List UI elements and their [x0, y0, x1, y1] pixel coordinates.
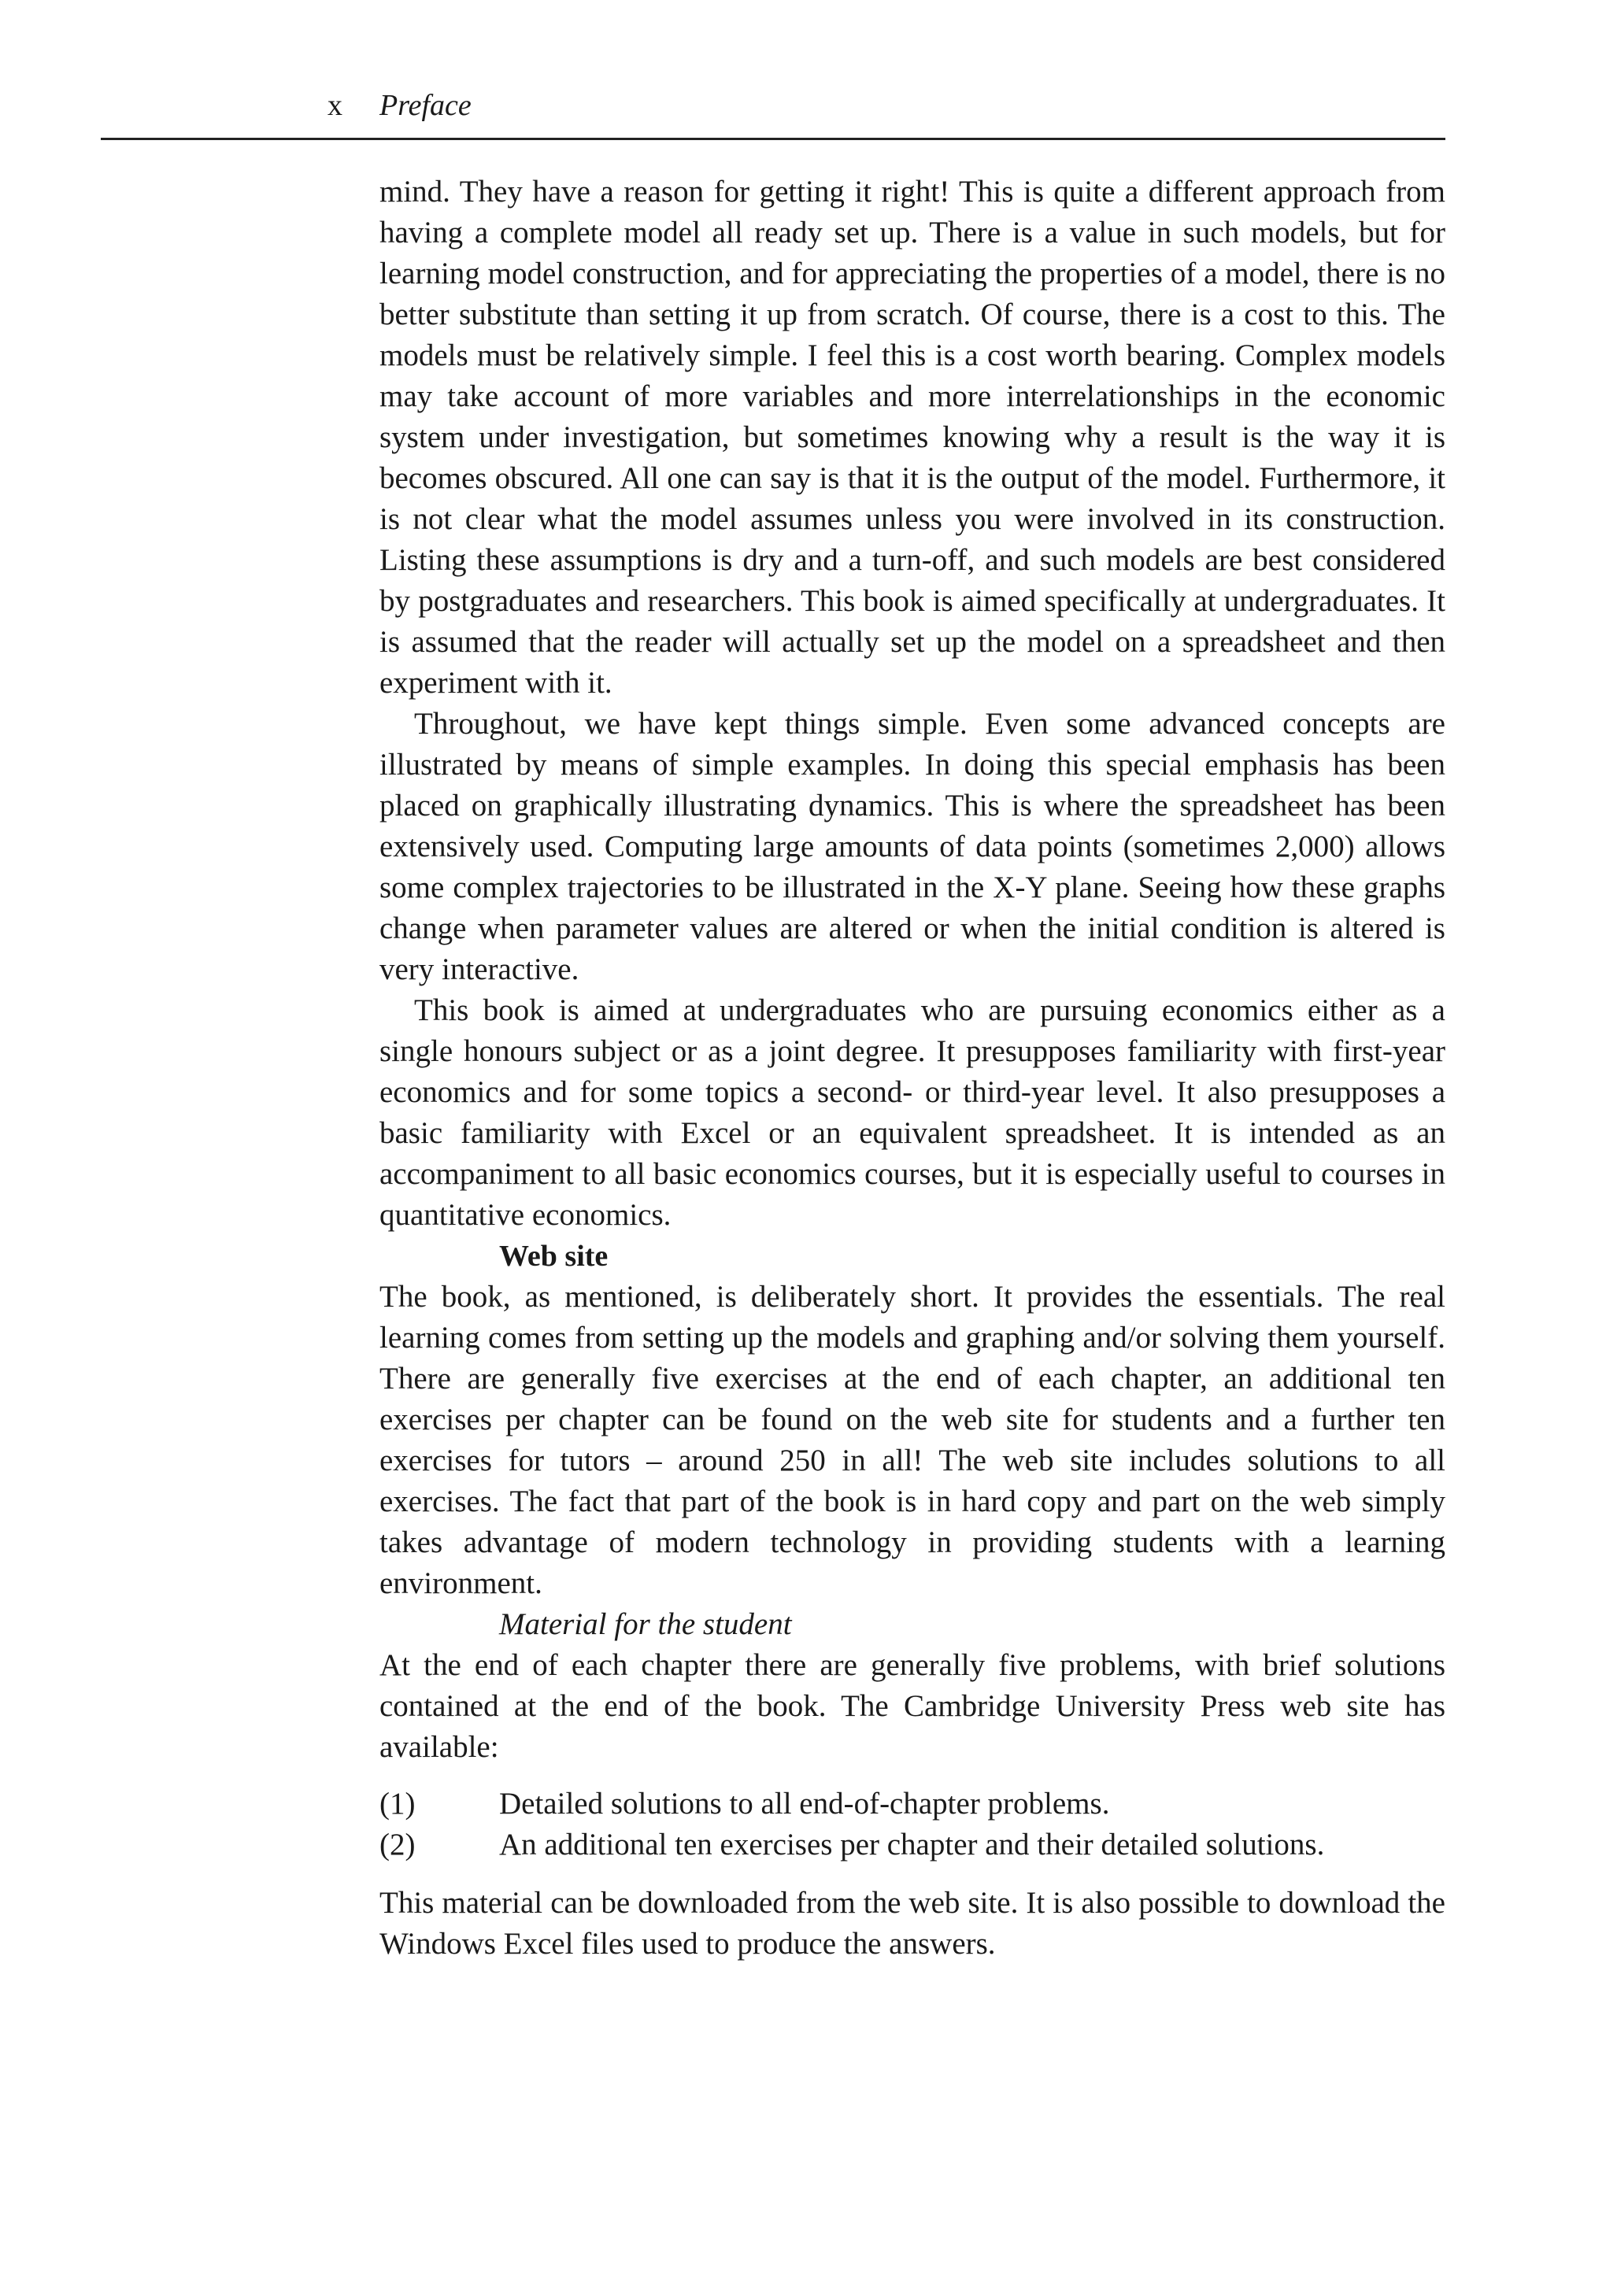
paragraph: At the end of each chapter there are generally five problems, with brief solutions contained at the end of the book. The Cambridge University Press web site has available:: [379, 1648, 1445, 1764]
list-item-text: An additional ten exercises per chapter and their detailed solutions.: [499, 1828, 1325, 1862]
paragraph: This book is aimed at undergraduates who are pursuing economics either as a single honours subject or as a joint degree. It presupposes familiarity with first-year economics and for some topics a second- or third-year level. It also presupposes a basic familiarity with Excel or an equivalent spreadsheet. It is intended as an accompaniment to all basic economics courses, but it is especially useful to courses in quantitative economics.: [379, 993, 1445, 1232]
page-number: x: [327, 89, 342, 122]
list-item-number: (1): [379, 1787, 416, 1821]
section-heading-web-site: Web site: [499, 1240, 609, 1273]
paragraph: The book, as mentioned, is deliberately short. It provides the essentials. The real learning comes from setting up the models and graphing and/or solving them yourself. There are generally five exercises at the end of each chapter, an additional ten exercises per chapter can be found on the web site for students and a further ten exercises for tutors – around 250 in all! The web site includes solutions to all exercises. The fact that part of the book is in hard copy and part on the web simply takes advantage of modern technology in providing students with a learning environment.: [379, 1280, 1445, 1600]
list-item-number: (2): [379, 1828, 416, 1862]
header-rule: [101, 138, 1445, 140]
body-text: [379, 172, 1445, 1965]
subsection-heading-student-material: Material for the student: [499, 1607, 792, 1641]
running-head-title: Preface: [379, 89, 472, 122]
list-item: [379, 1825, 1445, 1865]
paragraph: Throughout, we have kept things simple. Even some advanced concepts are illustrated by means of simple examples. In doing this special emphasis has been placed on graphically illustrating dynamics. This is where the spreadsheet has been extensively used. Computing large amounts of data points (sometimes 2,000) allows some complex trajectories to be illustrated in the X-Y plane. Seeing how these graphs change when parameter values are altered or when the initial condition is altered is very interactive.: [379, 707, 1445, 986]
list-item-text: Detailed solutions to all end-of-chapter problems.: [499, 1787, 1110, 1821]
running-head: [0, 88, 1617, 135]
numbered-list: [379, 1784, 1445, 1865]
list-item: [379, 1784, 1445, 1825]
paragraph: mind. They have a reason for getting it right! This is quite a different approach from having a complete model all ready set up. There is a value in such models, but for learning model construction, and for appreciating the properties of a model, there is no better substitute than setting it up from scratch. Of course, there is a cost to this. The models must be relatively simple. I feel this is a cost worth bearing. Complex models may take account of more variables and more interrelationships in the economic system under investigation, but sometimes knowing why a result is the way it is becomes obscured. All one can say is that it is the output of the model. Furthermore, it is not clear what the model assumes unless you were involved in its construction. Listing these assumptions is dry and a turn-off, and such models are best considered by postgraduates and researchers. This book is aimed specifically at undergraduates. It is assumed that the reader will actually set up the model on a spreadsheet and then experiment with it.: [379, 175, 1445, 700]
paragraph: This material can be downloaded from the web site. It is also possible to download the Windows Excel files used to produce the answers.: [379, 1886, 1445, 1961]
